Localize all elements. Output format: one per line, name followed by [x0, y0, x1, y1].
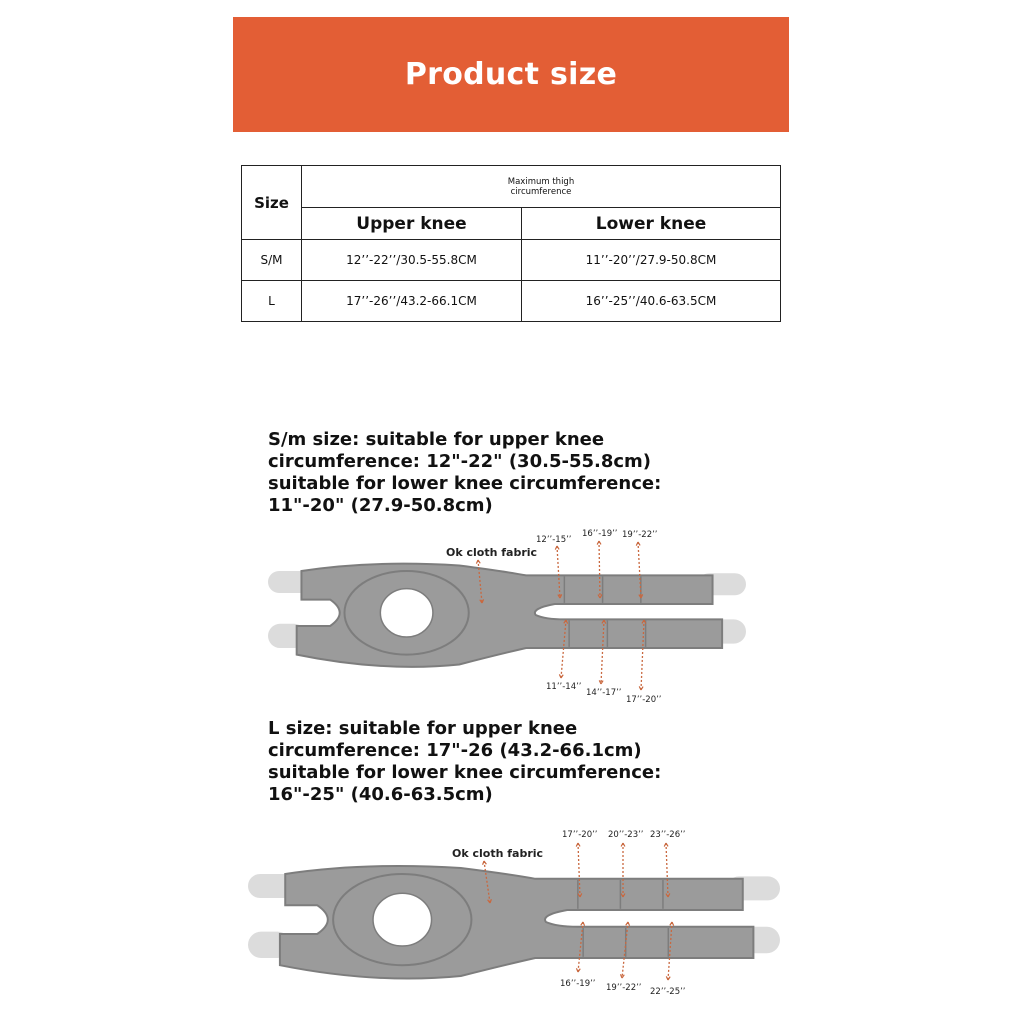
row-upper: 17’’-26’’/43.2-66.1CM	[302, 281, 522, 322]
l-fabric-label: Ok cloth fabric	[452, 847, 544, 860]
sm-lower-mark: 17’’-20’’	[626, 695, 662, 705]
row-size: S/M	[242, 240, 302, 281]
sm-fabric-label: Ok cloth fabric	[446, 546, 538, 559]
row-size: L	[242, 281, 302, 322]
l-line-1: L size: suitable for upper knee	[268, 718, 578, 739]
l-line-3: suitable for lower knee circumference:	[268, 762, 662, 783]
l-lower-mark: 19’’-22’’	[606, 983, 642, 993]
brace-body	[280, 866, 753, 979]
sm-line-4: 11"-20" (27.9-50.8cm)	[268, 495, 493, 516]
row-lower: 11’’-20’’/27.9-50.8CM	[522, 240, 781, 281]
l-line-4: 16"-25" (40.6-63.5cm)	[268, 784, 493, 805]
sm-line-1: S/m size: suitable for upper knee	[268, 429, 605, 450]
banner-title: Product size	[404, 57, 618, 92]
sm-upper-mark: 12’’-15’’	[536, 535, 572, 545]
sm-line-3: suitable for lower knee circumference:	[268, 473, 662, 494]
upper-knee-header: Upper knee	[302, 208, 522, 240]
sm-line-2: circumference: 12"-22" (30.5-55.8cm)	[268, 451, 652, 472]
sm-upper-mark: 19’’-22’’	[622, 530, 658, 540]
sm-lower-mark: 11’’-14’’	[546, 682, 582, 692]
max-thigh-header-text: Maximum thigh circumference	[507, 176, 575, 197]
sm-lower-mark: 14’’-17’’	[586, 688, 622, 698]
row-lower: 16’’-25’’/40.6-63.5CM	[522, 281, 781, 322]
row-upper: 12’’-22’’/30.5-55.8CM	[302, 240, 522, 281]
lower-knee-header: Lower knee	[522, 208, 781, 240]
size-header: Size	[242, 166, 302, 240]
l-upper-mark: 17’’-20’’	[562, 830, 598, 840]
l-lower-mark: 16’’-19’’	[560, 979, 596, 989]
l-lower-mark: 22’’-25’’	[650, 987, 686, 997]
sm-upper-mark: 16’’-19’’	[582, 529, 618, 539]
l-upper-mark: 20’’-23’’	[608, 830, 644, 840]
l-knee-brace-icon	[248, 866, 780, 979]
patella-opening	[373, 893, 432, 946]
l-upper-mark: 23’’-26’’	[650, 830, 686, 840]
l-line-2: circumference: 17"-26 (43.2-66.1cm)	[268, 740, 642, 761]
